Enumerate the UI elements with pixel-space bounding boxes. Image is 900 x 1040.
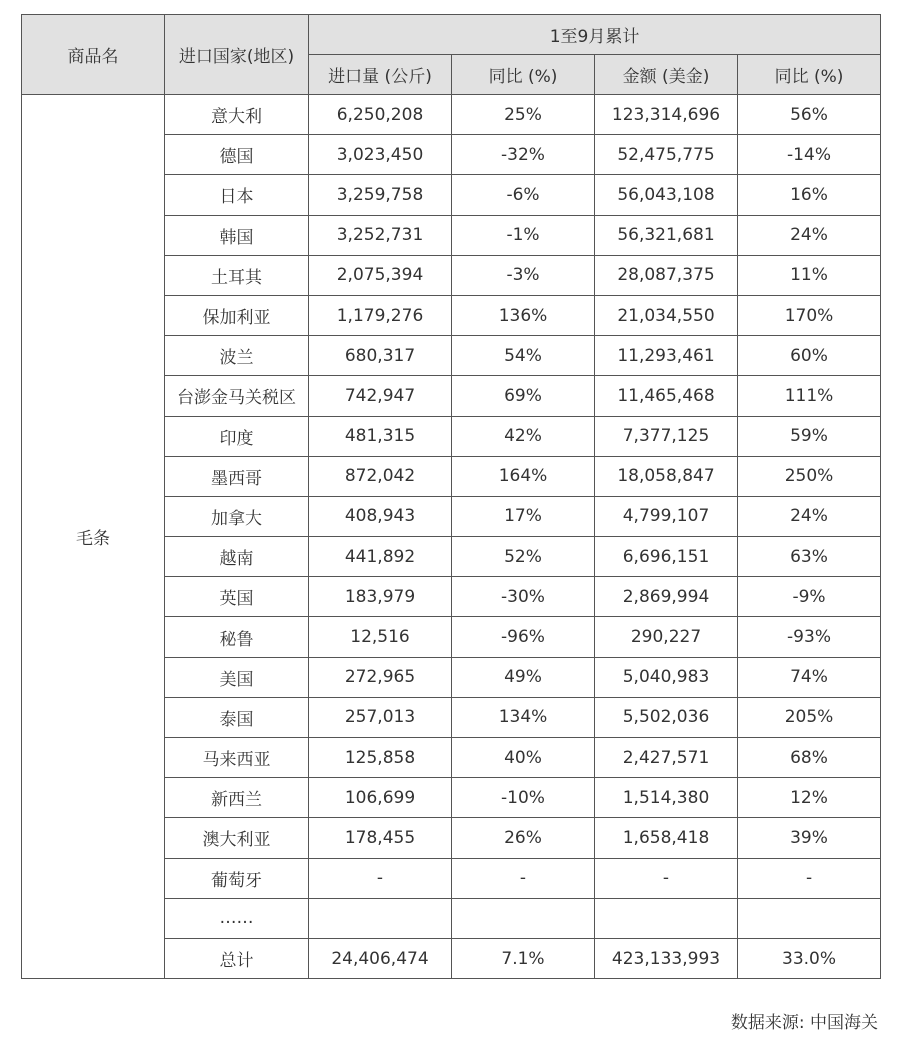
- qty-yoy-cell: -6%: [452, 175, 595, 215]
- amount-yoy-cell: -: [738, 858, 881, 898]
- qty-cell: 481,315: [309, 416, 452, 456]
- amount-yoy-cell: 111%: [738, 376, 881, 416]
- amount-yoy-cell: 68%: [738, 738, 881, 778]
- amount-cell: 4,799,107: [595, 496, 738, 536]
- qty-yoy-cell: 40%: [452, 738, 595, 778]
- amount-cell: [595, 898, 738, 938]
- qty-yoy-cell: -10%: [452, 778, 595, 818]
- qty-yoy-cell: -96%: [452, 617, 595, 657]
- qty-cell: 183,979: [309, 577, 452, 617]
- country-cell: 土耳其: [165, 255, 309, 295]
- qty-cell: 178,455: [309, 818, 452, 858]
- qty-cell: 257,013: [309, 697, 452, 737]
- amount-cell: 56,321,681: [595, 215, 738, 255]
- amount-yoy-cell: 56%: [738, 95, 881, 135]
- country-cell: 澳大利亚: [165, 818, 309, 858]
- amount-cell: 5,040,983: [595, 657, 738, 697]
- qty-cell: 408,943: [309, 496, 452, 536]
- amount-yoy-cell: 74%: [738, 657, 881, 697]
- amount-cell: 123,314,696: [595, 95, 738, 135]
- amount-yoy-cell: [738, 898, 881, 938]
- amount-cell: 56,043,108: [595, 175, 738, 215]
- amount-yoy-cell: 205%: [738, 697, 881, 737]
- qty-cell: 1,179,276: [309, 295, 452, 335]
- country-cell: 波兰: [165, 336, 309, 376]
- product-name-cell: 毛条: [22, 95, 165, 979]
- qty-cell: 6,250,208: [309, 95, 452, 135]
- header-amount-yoy: 同比 (%): [738, 55, 881, 95]
- qty-yoy-cell: [452, 898, 595, 938]
- qty-cell: 272,965: [309, 657, 452, 697]
- qty-cell: 24,406,474: [309, 938, 452, 978]
- country-cell: 墨西哥: [165, 456, 309, 496]
- amount-yoy-cell: 24%: [738, 215, 881, 255]
- qty-cell: [309, 898, 452, 938]
- amount-cell: 28,087,375: [595, 255, 738, 295]
- amount-cell: 5,502,036: [595, 697, 738, 737]
- amount-cell: 423,133,993: [595, 938, 738, 978]
- data-source-note: 数据来源: 中国海关: [730, 1013, 878, 1033]
- country-cell: 韩国: [165, 215, 309, 255]
- amount-yoy-cell: 16%: [738, 175, 881, 215]
- header-qty-yoy: 同比 (%): [452, 55, 595, 95]
- country-cell: 总计: [165, 938, 309, 978]
- amount-yoy-cell: 250%: [738, 456, 881, 496]
- qty-yoy-cell: -3%: [452, 255, 595, 295]
- header-product: 商品名: [22, 15, 165, 95]
- amount-yoy-cell: 59%: [738, 416, 881, 456]
- country-cell: 意大利: [165, 95, 309, 135]
- amount-yoy-cell: 11%: [738, 255, 881, 295]
- country-cell: 葡萄牙: [165, 858, 309, 898]
- qty-yoy-cell: 164%: [452, 456, 595, 496]
- amount-yoy-cell: 63%: [738, 537, 881, 577]
- amount-cell: 21,034,550: [595, 295, 738, 335]
- qty-yoy-cell: 26%: [452, 818, 595, 858]
- amount-yoy-cell: 170%: [738, 295, 881, 335]
- amount-yoy-cell: 12%: [738, 778, 881, 818]
- table-row: [22, 95, 881, 135]
- amount-cell: 2,869,994: [595, 577, 738, 617]
- header-amount: 金额 (美金): [595, 55, 738, 95]
- country-cell: 保加利亚: [165, 295, 309, 335]
- qty-yoy-cell: 52%: [452, 537, 595, 577]
- country-cell: ……: [165, 898, 309, 938]
- qty-yoy-cell: 25%: [452, 95, 595, 135]
- amount-cell: -: [595, 858, 738, 898]
- amount-cell: 1,514,380: [595, 778, 738, 818]
- amount-yoy-cell: -9%: [738, 577, 881, 617]
- amount-cell: 6,696,151: [595, 537, 738, 577]
- country-cell: 德国: [165, 135, 309, 175]
- country-cell: 马来西亚: [165, 738, 309, 778]
- country-cell: 美国: [165, 657, 309, 697]
- qty-cell: -: [309, 858, 452, 898]
- amount-yoy-cell: -93%: [738, 617, 881, 657]
- country-cell: 泰国: [165, 697, 309, 737]
- qty-yoy-cell: 49%: [452, 657, 595, 697]
- qty-cell: 680,317: [309, 336, 452, 376]
- amount-cell: 11,293,461: [595, 336, 738, 376]
- amount-yoy-cell: 60%: [738, 336, 881, 376]
- qty-yoy-cell: -30%: [452, 577, 595, 617]
- qty-cell: 742,947: [309, 376, 452, 416]
- header-country: 进口国家(地区): [165, 15, 309, 95]
- qty-yoy-cell: 17%: [452, 496, 595, 536]
- country-cell: 秘鲁: [165, 617, 309, 657]
- qty-yoy-cell: -1%: [452, 215, 595, 255]
- country-cell: 台澎金马关税区: [165, 376, 309, 416]
- header-qty: 进口量 (公斤): [309, 55, 452, 95]
- country-cell: 印度: [165, 416, 309, 456]
- qty-yoy-cell: -: [452, 858, 595, 898]
- import-data-table: [21, 14, 881, 979]
- qty-cell: 441,892: [309, 537, 452, 577]
- qty-cell: 3,252,731: [309, 215, 452, 255]
- country-cell: 越南: [165, 537, 309, 577]
- qty-yoy-cell: 134%: [452, 697, 595, 737]
- country-cell: 日本: [165, 175, 309, 215]
- country-cell: 加拿大: [165, 496, 309, 536]
- qty-yoy-cell: 42%: [452, 416, 595, 456]
- amount-cell: 1,658,418: [595, 818, 738, 858]
- amount-cell: 11,465,468: [595, 376, 738, 416]
- amount-yoy-cell: 24%: [738, 496, 881, 536]
- qty-cell: 12,516: [309, 617, 452, 657]
- amount-cell: 18,058,847: [595, 456, 738, 496]
- amount-cell: 52,475,775: [595, 135, 738, 175]
- qty-yoy-cell: 69%: [452, 376, 595, 416]
- country-cell: 英国: [165, 577, 309, 617]
- country-cell: 新西兰: [165, 778, 309, 818]
- qty-cell: 125,858: [309, 738, 452, 778]
- qty-yoy-cell: 136%: [452, 295, 595, 335]
- qty-yoy-cell: 54%: [452, 336, 595, 376]
- amount-cell: 7,377,125: [595, 416, 738, 456]
- qty-cell: 2,075,394: [309, 255, 452, 295]
- amount-yoy-cell: 39%: [738, 818, 881, 858]
- qty-yoy-cell: -32%: [452, 135, 595, 175]
- table-body: [22, 95, 881, 979]
- header-period: 1至9月累计: [309, 15, 881, 55]
- qty-yoy-cell: 7.1%: [452, 938, 595, 978]
- amount-yoy-cell: 33.0%: [738, 938, 881, 978]
- qty-cell: 106,699: [309, 778, 452, 818]
- amount-yoy-cell: -14%: [738, 135, 881, 175]
- qty-cell: 3,259,758: [309, 175, 452, 215]
- qty-cell: 872,042: [309, 456, 452, 496]
- qty-cell: 3,023,450: [309, 135, 452, 175]
- amount-cell: 290,227: [595, 617, 738, 657]
- amount-cell: 2,427,571: [595, 738, 738, 778]
